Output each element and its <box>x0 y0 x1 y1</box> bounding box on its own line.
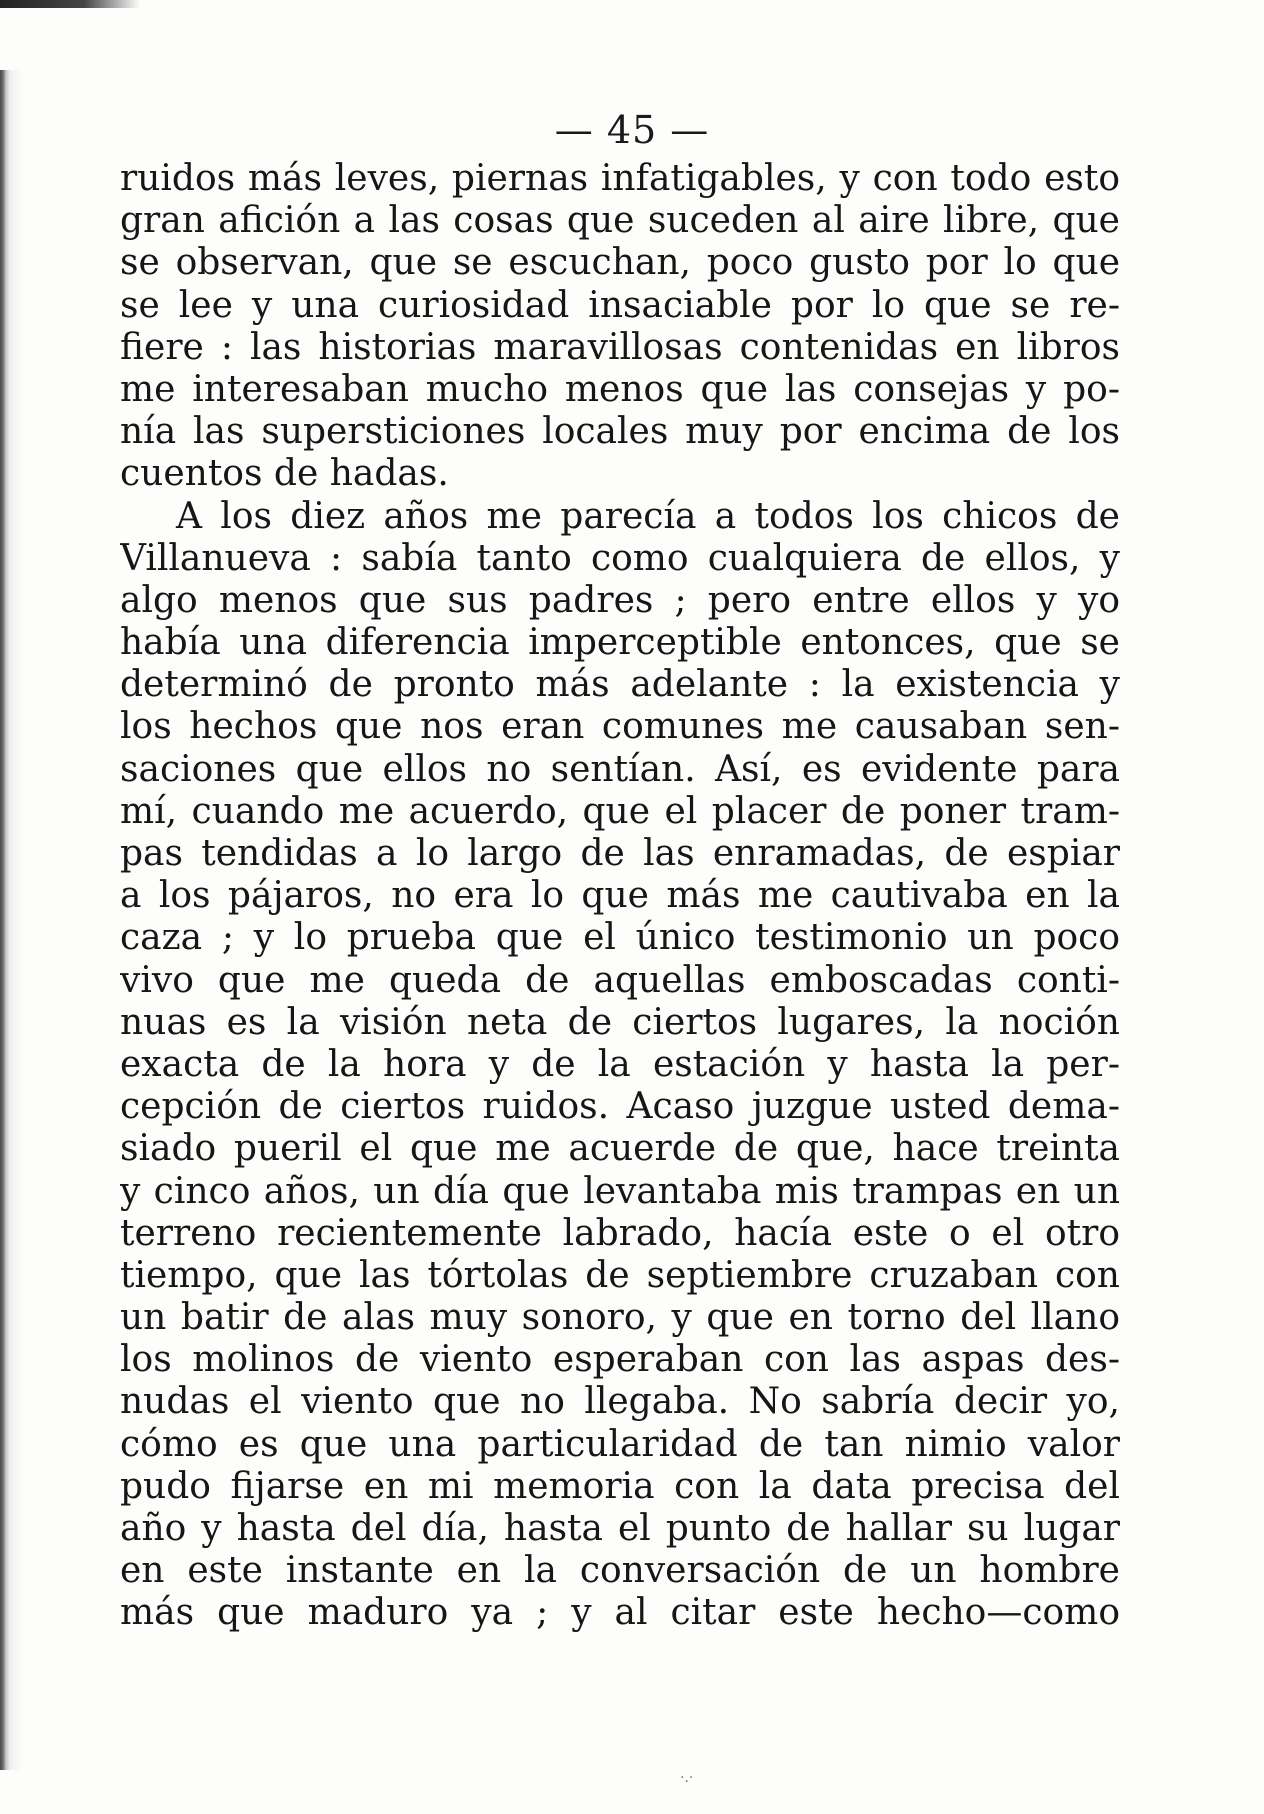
text-line: año y hasta del día, hasta el punto de hallar su lugar <box>120 1508 1120 1549</box>
text-line: gran afición a las cosas que suceden al aire libre, que <box>120 200 1120 242</box>
text-line: vivo que me queda de aquellas emboscadas conti- <box>120 959 1120 1001</box>
text-line: nudas el viento que no llegaba. No sabría decir yo, <box>120 1381 1120 1423</box>
text-line: nía las supersticiones locales muy por encima de los <box>120 411 1120 453</box>
text-line: los hechos que nos eran comunes me causaban sen- <box>120 706 1120 748</box>
printer-mark: ·.· <box>680 1770 694 1786</box>
text-line: cepción de ciertos ruidos. Acaso juzgue usted dema- <box>120 1086 1120 1128</box>
text-line: pas tendidas a lo largo de las enramadas, de espiar <box>120 833 1120 874</box>
text-line: fiere : las historias maravillosas contenidas en libros <box>120 326 1120 368</box>
text-line: un batir de alas muy sonoro, y que en torno del llano <box>120 1297 1120 1339</box>
text-line: siado pueril el que me acuerde de que, hace treinta <box>120 1128 1120 1170</box>
text-line: se observan, que se escuchan, poco gusto por lo que <box>120 242 1120 284</box>
text-line-paragraph-start: A los diez años me parecía a todos los chicos de <box>176 495 1120 537</box>
text-line: exacta de la hora y de la estación y hasta la per- <box>120 1043 1120 1085</box>
text-line: más que maduro ya ; y al citar este hecho—como <box>120 1592 1120 1634</box>
binding-edge <box>0 70 22 1770</box>
text-line: y cinco años, un día que levantaba mis trampas en un <box>120 1170 1120 1212</box>
text-line: terreno recientemente labrado, hacía este o el otro <box>120 1212 1120 1254</box>
text-line: ruidos más leves, piernas infatigables, y con todo esto <box>120 158 1120 199</box>
text-line: nuas es la visión neta de ciertos lugares, la noción <box>120 1001 1120 1043</box>
scan-corner-mark <box>0 0 140 8</box>
text-line: algo menos que sus padres ; pero entre ellos y yo <box>120 579 1120 621</box>
text-line: Villanueva : sabía tanto como cualquiera de ellos, y <box>120 537 1120 579</box>
text-line: a los pájaros, no era lo que más me cautivaba en la <box>120 875 1120 917</box>
text-line: mí, cuando me acuerdo, que el placer de poner tram- <box>120 790 1120 832</box>
text-line-paragraph-end: cuentos de hadas. <box>120 453 449 495</box>
text-line: cómo es que una particularidad de tan nimio valor <box>120 1423 1120 1465</box>
text-line: pudo fijarse en mi memoria con la data precisa del <box>120 1465 1120 1507</box>
page-number: — 45 — <box>554 108 710 152</box>
text-line: los molinos de viento esperaban con las aspas des- <box>120 1339 1120 1381</box>
text-line: determinó de pronto más adelante : la existencia y <box>120 664 1120 706</box>
text-line: había una diferencia imperceptible entonces, que se <box>120 622 1120 664</box>
text-line: tiempo, que las tórtolas de septiembre cruzaban con <box>120 1254 1120 1296</box>
text-line: en este instante en la conversación de un hombre <box>120 1550 1120 1592</box>
text-line: saciones que ellos no sentían. Así, es evidente para <box>120 748 1120 790</box>
text-line: caza ; y lo prueba que el único testimonio un poco <box>120 917 1120 959</box>
text-line: se lee y una curiosidad insaciable por lo que se re- <box>120 284 1120 326</box>
body-text <box>120 158 1120 1635</box>
text-line: me interesaban mucho menos que las consejas y po- <box>120 368 1120 410</box>
